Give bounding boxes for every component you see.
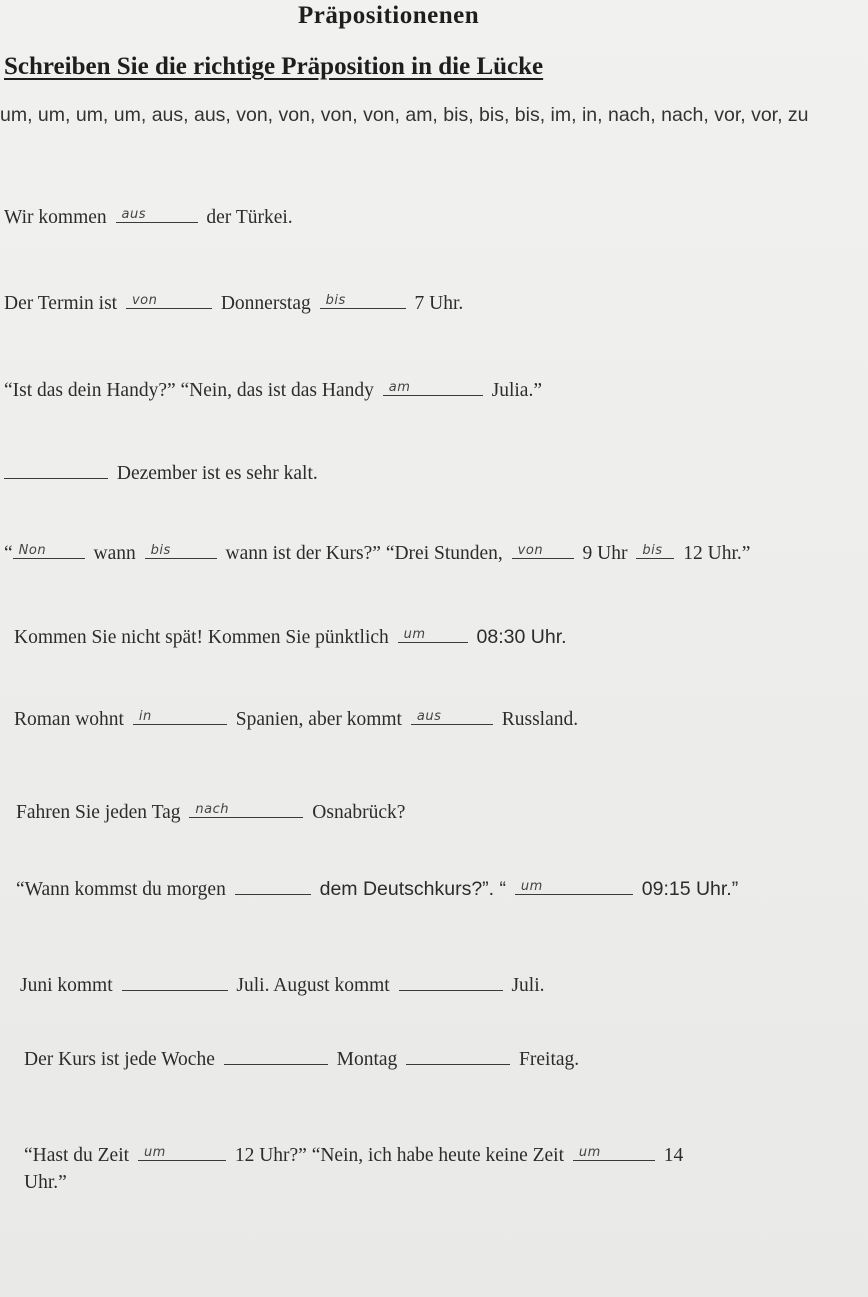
instruction-heading: Schreiben Sie die richtige Präposition in die Lücke bbox=[4, 53, 544, 80]
exercise-3 bbox=[4, 375, 542, 402]
exercise-text: 7 Uhr. bbox=[414, 293, 464, 314]
exercise-1 bbox=[4, 202, 293, 229]
exercise-text: 14 bbox=[663, 1145, 684, 1166]
handwritten-answer: bis bbox=[325, 293, 346, 308]
exercise-text: Der Kurs ist jede Woche bbox=[24, 1049, 215, 1070]
exercise-9 bbox=[16, 874, 738, 901]
answer-blank[interactable] bbox=[235, 874, 311, 895]
exercise-text: Dezember ist es sehr kalt. bbox=[116, 463, 318, 484]
answer-blank[interactable] bbox=[13, 538, 85, 559]
answer-blank[interactable] bbox=[515, 874, 633, 895]
exercise-text: der Türkei. bbox=[206, 207, 293, 228]
exercise-2 bbox=[4, 288, 463, 315]
exercise-10 bbox=[20, 970, 545, 997]
exercise-12 bbox=[24, 1140, 683, 1167]
exercise-text: Roman wohnt bbox=[14, 709, 124, 730]
handwritten-answer: Non bbox=[18, 543, 47, 558]
exercise-text: dem Deutschkurs?”. “ bbox=[319, 878, 506, 900]
exercise-text: 9 Uhr bbox=[582, 543, 628, 564]
exercise-text: “Ist das dein Handy?” “Nein, das ist das Handy bbox=[4, 380, 374, 401]
handwritten-answer: um bbox=[143, 1145, 166, 1160]
answer-blank[interactable] bbox=[116, 202, 198, 223]
answer-blank[interactable] bbox=[320, 288, 406, 309]
answer-blank[interactable] bbox=[189, 797, 303, 818]
exercise-12-continuation bbox=[24, 1172, 67, 1194]
exercise-7 bbox=[14, 704, 578, 731]
answer-blank[interactable] bbox=[573, 1140, 655, 1161]
answer-blank[interactable] bbox=[133, 704, 227, 725]
answer-blank[interactable] bbox=[4, 458, 108, 479]
answer-blank[interactable] bbox=[399, 970, 503, 991]
exercise-text: Freitag. bbox=[519, 1049, 580, 1070]
exercise-text: “Hast du Zeit bbox=[24, 1145, 130, 1166]
answer-blank[interactable] bbox=[224, 1044, 328, 1065]
worksheet-title: Präpositionenen bbox=[298, 2, 480, 29]
answer-blank[interactable] bbox=[383, 375, 483, 396]
exercise-text: wann bbox=[93, 543, 136, 564]
exercise-text: Kommen Sie nicht spät! Kommen Sie pünktlich bbox=[14, 627, 389, 648]
exercise-text: “Wann kommst du morgen bbox=[16, 879, 226, 900]
exercise-text: Juli. August kommt bbox=[236, 975, 390, 996]
exercise-text: Montag bbox=[336, 1049, 398, 1070]
exercise-text: Julia.” bbox=[491, 380, 542, 401]
handwritten-answer: aus bbox=[121, 207, 147, 222]
answer-blank[interactable] bbox=[406, 1044, 510, 1065]
handwritten-answer: bis bbox=[150, 543, 171, 558]
exercise-8 bbox=[16, 797, 405, 824]
exercise-text: 08:30 Uhr. bbox=[476, 626, 567, 648]
handwritten-answer: am bbox=[388, 380, 411, 395]
exercise-text: Russland. bbox=[501, 709, 579, 730]
answer-blank[interactable] bbox=[126, 288, 212, 309]
handwritten-answer: in bbox=[138, 709, 152, 724]
handwritten-answer: nach bbox=[195, 802, 229, 817]
exercise-text: 12 Uhr.” bbox=[683, 543, 751, 564]
exercise-text: Uhr.” bbox=[24, 1172, 67, 1193]
word-bank: um, um, um, um, aus, aus, von, von, von, von, am, bis, bis, bis, im, in, nach, nach, vor, vor, zu bbox=[0, 104, 809, 126]
answer-blank[interactable] bbox=[636, 538, 674, 559]
handwritten-answer: bis bbox=[642, 543, 663, 558]
exercise-text: “ bbox=[4, 543, 13, 564]
exercise-text: wann ist der Kurs?” “Drei Stunden, bbox=[225, 543, 503, 564]
answer-blank[interactable] bbox=[411, 704, 493, 725]
exercise-text: Juni kommt bbox=[20, 975, 113, 996]
answer-blank[interactable] bbox=[145, 538, 217, 559]
handwritten-answer: um bbox=[520, 879, 543, 894]
answer-blank[interactable] bbox=[138, 1140, 226, 1161]
exercise-4 bbox=[4, 458, 318, 485]
handwritten-answer: um bbox=[403, 627, 426, 642]
answer-blank[interactable] bbox=[398, 622, 468, 643]
handwritten-answer: von bbox=[517, 543, 544, 558]
exercise-text: 09:15 Uhr.” bbox=[641, 878, 739, 900]
exercise-text: Donnerstag bbox=[220, 293, 311, 314]
answer-blank[interactable] bbox=[122, 970, 228, 991]
exercise-text: Der Termin ist bbox=[4, 293, 118, 314]
exercise-11 bbox=[24, 1044, 579, 1071]
handwritten-answer: von bbox=[131, 293, 158, 308]
exercise-text: Fahren Sie jeden Tag bbox=[16, 802, 181, 823]
exercise-6 bbox=[14, 622, 567, 649]
handwritten-answer: aus bbox=[416, 709, 442, 724]
exercise-text: Juli. bbox=[511, 975, 545, 996]
exercise-text: Osnabrück? bbox=[312, 802, 406, 823]
exercise-text: Wir kommen bbox=[4, 207, 107, 228]
exercise-text: Spanien, aber kommt bbox=[235, 709, 402, 730]
exercise-text: 12 Uhr?” “Nein, ich habe heute keine Zeit bbox=[234, 1145, 564, 1166]
handwritten-answer: um bbox=[578, 1145, 601, 1160]
exercise-5 bbox=[4, 538, 750, 565]
answer-blank[interactable] bbox=[512, 538, 574, 559]
